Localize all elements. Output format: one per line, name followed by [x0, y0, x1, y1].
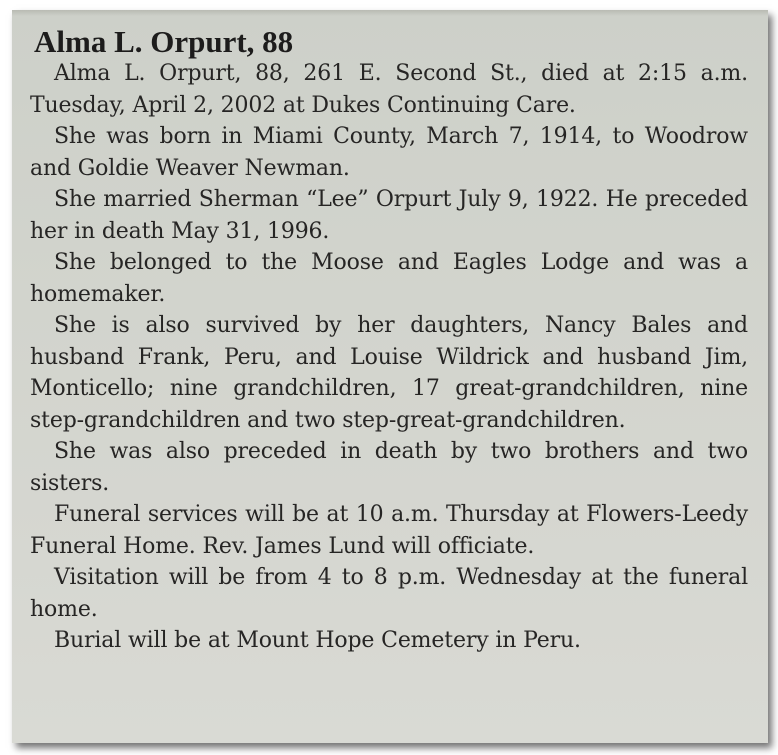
paragraph-funeral: Funeral services will be at 10 a.m. Thursday at Flowers-Leedy Funeral Home. Rev. James Lund will officiate. — [30, 502, 748, 559]
paragraph-memberships: She belonged to the Moose and Eagles Lodge and was a homemaker. — [30, 250, 748, 307]
obituary-body — [30, 58, 748, 657]
paragraph-birth: She was born in Miami County, March 7, 1914, to Woodrow and Goldie Weaver Newman. — [30, 124, 748, 181]
paragraph-marriage: She married Sherman “Lee” Orpurt July 9, 1922. He preceded her in death May 31, 1996. — [30, 187, 748, 244]
paragraph-survivors: She is also survived by her daughters, Nancy Bales and husband Frank, Peru, and Louise Wildrick and husband Jim, Monticello; nine grandchildren, 17 great-grandchildren, nine step-grandchildren and two step-great-grandchildren. — [30, 313, 748, 433]
paragraph-preceded: She was also preceded in death by two brothers and two sisters. — [30, 439, 748, 496]
paragraph-death-notice: Alma L. Orpurt, 88, 261 E. Second St., died at 2:15 a.m. Tuesday, April 2, 2002 at Dukes Continuing Care. — [30, 61, 748, 118]
paragraph-visitation: Visitation will be from 4 to 8 p.m. Wednesday at the funeral home. — [30, 565, 748, 622]
newspaper-clipping — [12, 10, 768, 743]
paragraph-burial: Burial will be at Mount Hope Cemetery in Peru. — [54, 628, 581, 653]
obituary-headline: Alma L. Orpurt, 88 — [34, 24, 294, 59]
clipping-top-edge — [12, 10, 768, 16]
